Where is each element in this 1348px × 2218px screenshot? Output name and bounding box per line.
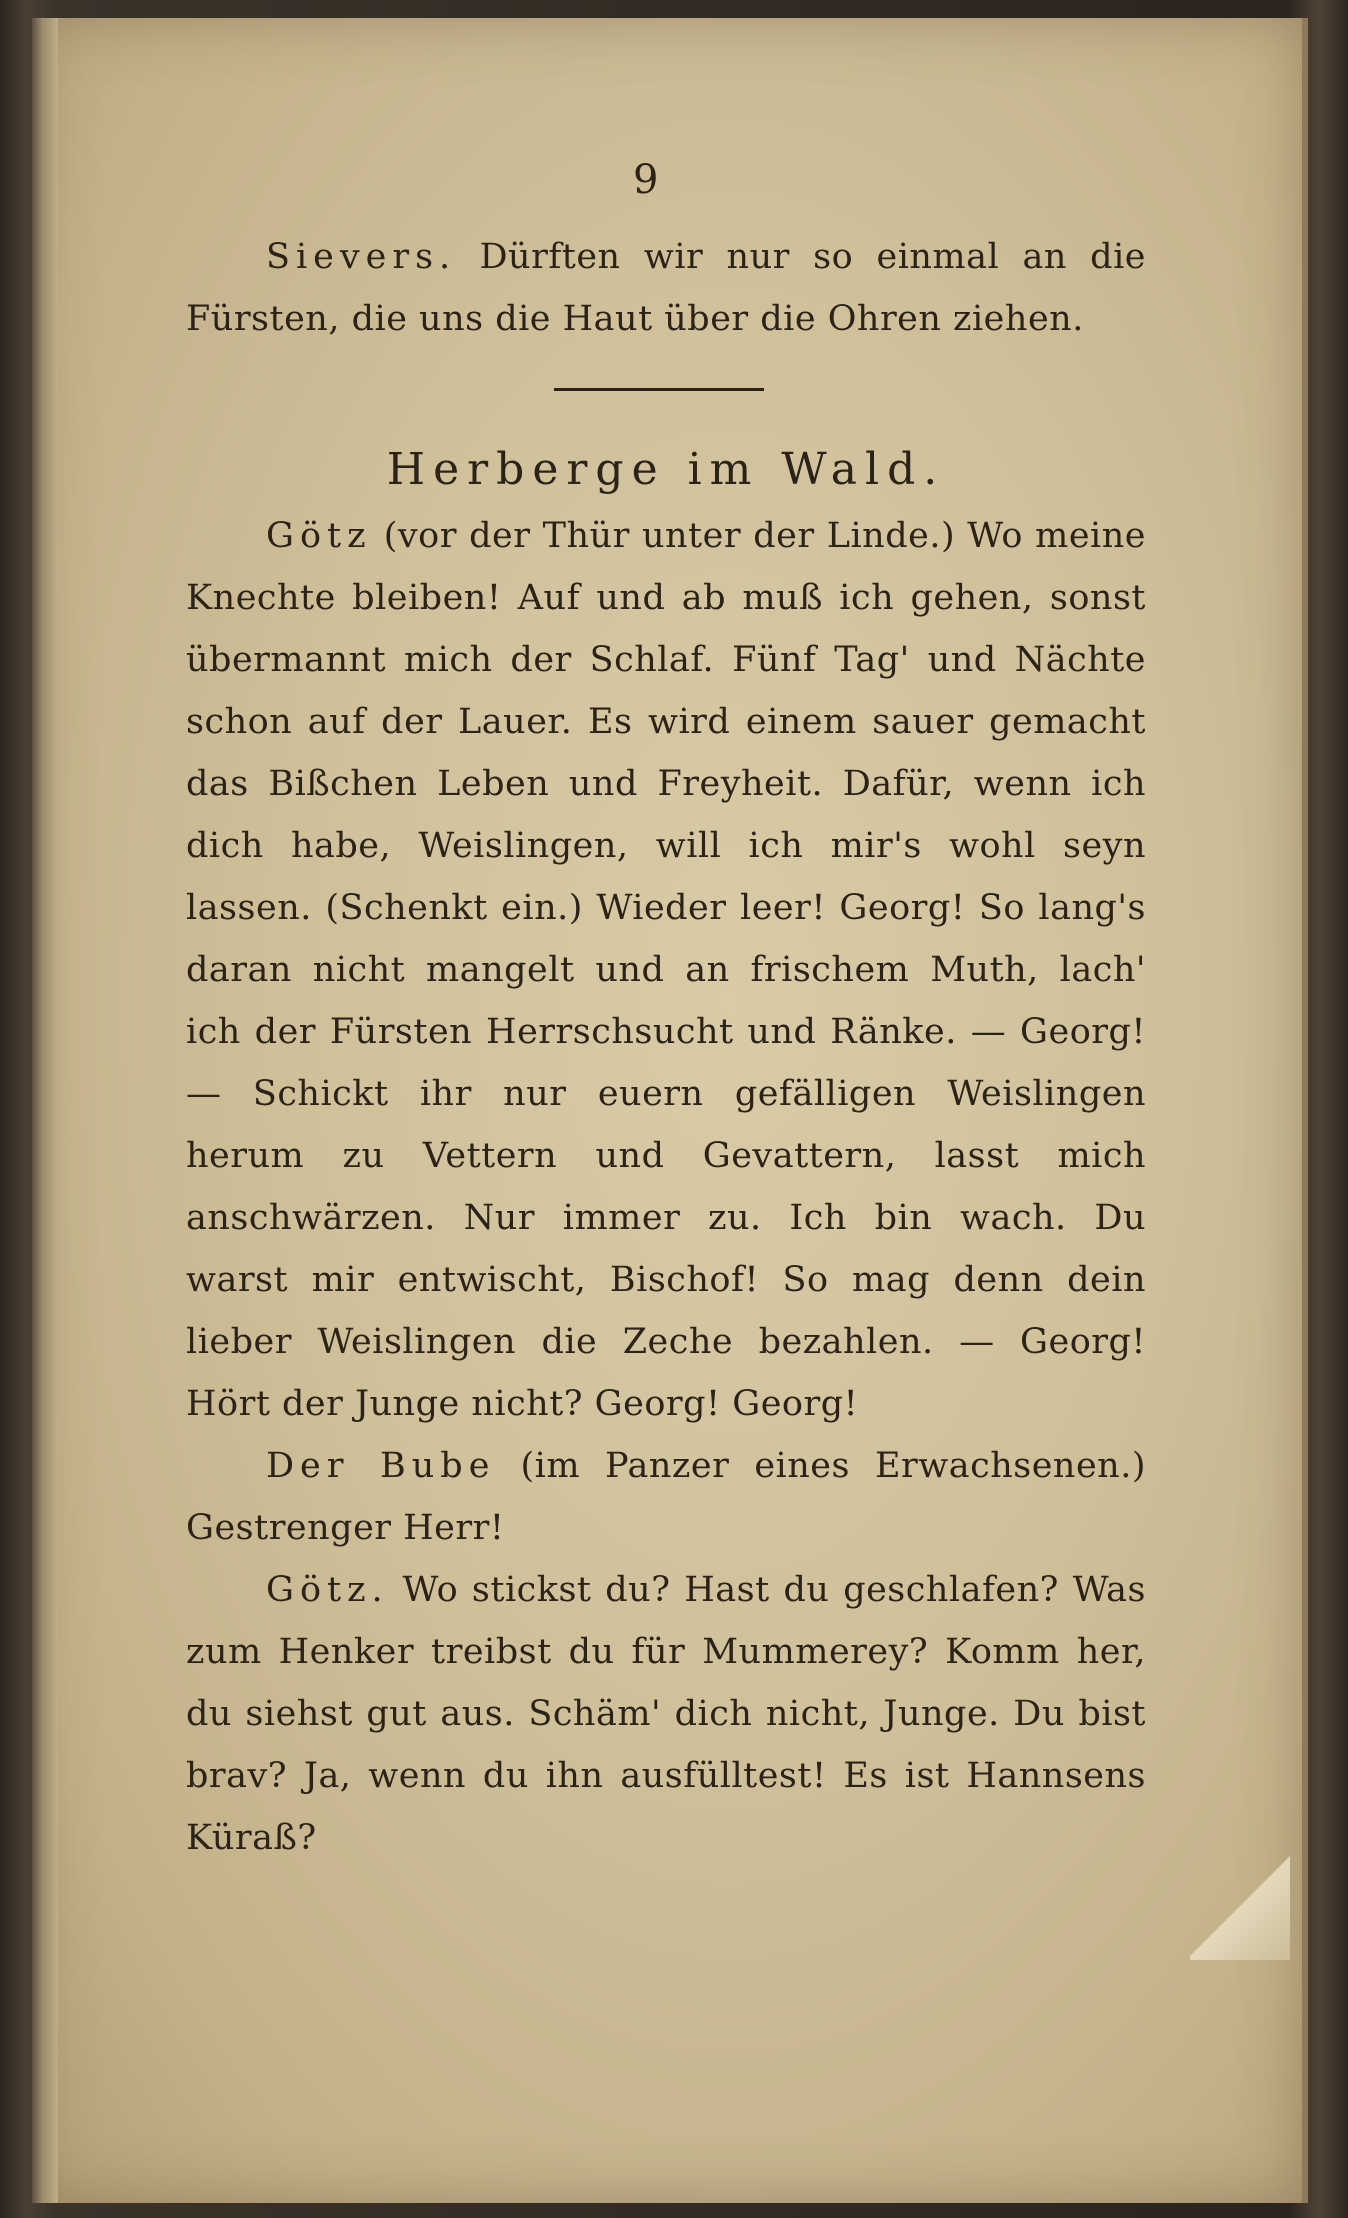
speaker-name: Götz. xyxy=(266,1570,389,1610)
section-divider xyxy=(554,388,764,391)
speech-text: (im Panzer eines Erwachsenen.) Gestrenger Herr! xyxy=(186,1446,1146,1548)
speech-text: Dürften wir nur so einmal an die Fürsten, die uns die Haut über die Ohren ziehen. xyxy=(186,237,1146,339)
speaker-name: Götz xyxy=(266,516,372,556)
speech-goetz-1 xyxy=(186,505,1146,1435)
page-number: 9 xyxy=(633,157,659,203)
speaker-name: Sievers. xyxy=(266,237,457,277)
page-text xyxy=(186,150,1146,1869)
speech-text: Wo stickst du? Hast du geschlafen? Was zum Henker treibst du für Mummerey? Komm her, du siehst gut aus. Schäm' dich nicht, Junge. Du bist brav? Ja, wenn du ihn ausfülltest! Es ist Hannsens Küraß? xyxy=(186,1570,1146,1858)
speech-goetz-2 xyxy=(186,1559,1146,1869)
page-gutter xyxy=(32,18,58,2203)
page-corner-curl xyxy=(1190,1850,1290,1960)
speech-sievers xyxy=(186,226,1146,350)
speech-bube xyxy=(186,1435,1146,1559)
scene-heading: Herberge im Wald. xyxy=(386,444,946,495)
speech-text: (vor der Thür unter der Linde.) Wo meine Knechte bleiben! Auf und ab muß ich gehen, sonst übermannt mich der Schlaf. Fünf Tag' und Nächte schon auf der Lauer. Es wird einem sauer gemacht das Bißchen Leben und Freyheit. Dafür, wenn ich dich habe, Weislingen, will ich mir's wohl seyn lassen. (Schenkt ein.) Wieder leer! Georg! So lang's daran nicht mangelt und an frischem Muth, lach' ich der Fürsten Herrschsucht und Ränke. — Georg! — Schickt ihr nur euern gefälligen Weislingen herum zu Vettern und Gevattern, lasst mich anschwärzen. Nur immer zu. Ich bin wach. Du warst mir entwischt, Bischof! So mag denn dein lieber Weislingen die Zeche bezahlen. — Georg! Hört der Junge nicht? Georg! Georg! xyxy=(186,516,1146,1424)
speaker-name: Der Bube xyxy=(266,1446,496,1486)
